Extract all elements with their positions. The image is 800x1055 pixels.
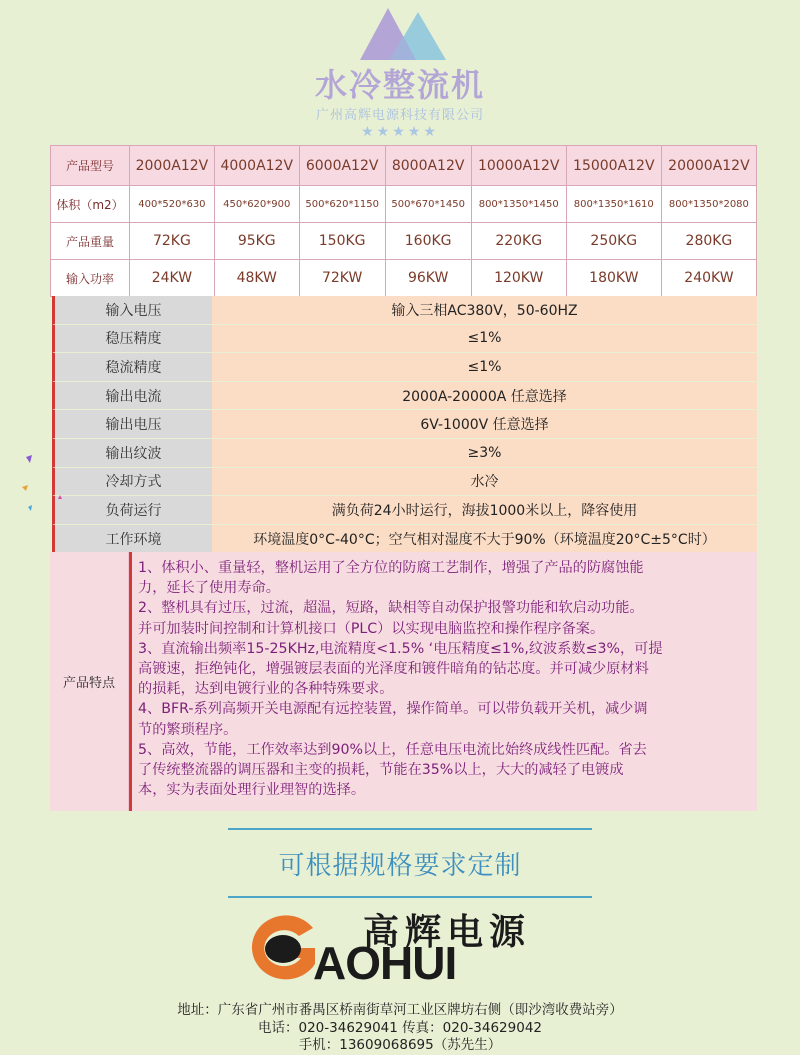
feature-line: 2、整机具有过压，过流，超温，短路，缺相等自动保护报警功能和软启动功能。 [138,600,644,617]
table-header-cell: 4000A12V [214,146,299,186]
feature-line: 节的繁琐程序。 [138,721,238,738]
param-label: 输出纹波 [55,439,212,467]
param-label: 稳流精度 [55,353,212,381]
feature-line: 1、体积小、重量轻，整机运用了全方位的防腐工艺制作，增强了产品的防腐蚀能 [138,560,644,576]
param-value: 2000A-20000A 任意选择 [212,382,757,410]
phone-text: 电话：020-34629041 传真：020-34629042 [258,1020,542,1036]
table-cell: 输入功率 [51,260,130,297]
table-row [51,186,757,223]
table-cell: 150KG [299,223,385,260]
param-label: 稳压精度 [55,325,212,353]
param-row [52,296,757,325]
divider-bottom [228,896,592,898]
param-row [52,382,757,411]
param-value: ≤1% [212,325,757,353]
param-label: 负荷运行 [55,496,212,524]
table-cell: 800*1350*1610 [566,186,661,223]
table-cell: 240KW [661,260,756,297]
param-value: ≥3% [212,439,757,467]
table-cell: 48KW [214,260,299,297]
param-label: 输出电压 [55,410,212,438]
param-row [52,325,757,354]
rating-stars: ★★★★★ [361,124,439,140]
table-cell: 500*670*1450 [385,186,471,223]
spec-table [50,145,757,297]
table-cell: 产品重量 [51,223,130,260]
table-cell: 体积（m2） [51,186,130,223]
param-row [52,468,757,497]
table-cell: 220KG [471,223,566,260]
brand-logo [243,900,583,988]
company-name: 广州高辉电源科技有限公司 [315,108,484,123]
features-body [129,552,757,811]
table-cell: 120KW [471,260,566,297]
param-value: 环境温度0°C-40°C；空气相对湿度不大于90%（环境温度20°C±5°C时） [212,525,757,553]
table-cell: 500*620*1150 [299,186,385,223]
table-row [51,260,757,297]
param-value: 水冷 [212,468,757,496]
param-row [52,496,757,525]
table-header-row [51,146,757,186]
features-section [50,552,757,811]
param-label: 输出电流 [55,382,212,410]
mountain-logo-icon [360,6,446,60]
page-header [0,0,800,145]
feature-line: 高镀速，拒绝钝化，增强镀层表面的光泽度和镀件暗角的钻芯度。并可减少原材料 [138,661,649,678]
table-header-cell: 8000A12V [385,146,471,186]
feature-line: 5、高效，节能，工作效率达到90%以上，任意电压电流比始终成线性匹配。省去 [138,741,647,758]
mobile-text: 手机：13609068695（苏先生） [298,1037,502,1053]
param-row [52,525,757,554]
table-cell: 280KG [661,223,756,260]
divider-top [228,828,592,830]
param-value: 输入三相AC380V，50-60HZ [212,296,757,324]
feature-line: 4、BFR-系列高频开关电源配有远控装置，操作简单。可以带负载开关机，减少调 [138,701,648,718]
feature-line: 的损耗，达到电镀行业的各种特殊要求。 [138,681,394,698]
table-cell: 800*1350*1450 [471,186,566,223]
table-header-cell: 6000A12V [299,146,385,186]
custom-order-text: 可根据规格要求定制 [278,851,522,881]
table-header-cell: 15000A12V [566,146,661,186]
table-cell: 400*520*630 [130,186,215,223]
table-header-cell: 2000A12V [130,146,215,186]
parameter-list [52,296,757,553]
logo-chinese-text: 高辉电源 [363,912,532,953]
table-cell: 160KG [385,223,471,260]
address-text: 地址：广东省广州市番禺区桥南街草河工业区牌坊右侧（即沙湾收费站旁） [177,1002,623,1018]
feature-line: 了传统整流器的调压器和主变的损耗，节能在35%以上，大大的减轻了电镀成 [138,762,624,779]
table-cell: 250KG [566,223,661,260]
param-label: 工作环境 [55,525,212,553]
table-cell: 95KG [214,223,299,260]
table-cell: 450*620*900 [214,186,299,223]
table-cell: 24KW [130,260,215,297]
logo-english-text: AOHUI [313,937,457,989]
param-label: 输入电压 [55,296,212,324]
features-label: 产品特点 [50,552,129,811]
confetti-decoration-icon [22,455,62,515]
feature-line: 3、直流输出频率15-25KHz,电流精度<1.5% ‘电压精度≤1%,纹波系数≤3%，可提 [138,640,663,657]
feature-line: 并可加装时间控制和计算机接口（PLC）以实现电脑监控和操作程序备案。 [138,620,605,637]
table-cell: 180KW [566,260,661,297]
param-row [52,353,757,382]
table-header-cell: 20000A12V [661,146,756,186]
table-header-cell: 10000A12V [471,146,566,186]
param-row [52,439,757,468]
page-title: 水冷整流机 [314,66,485,104]
feature-line: 本，实为表面处理行业理智的选择。 [138,782,366,799]
param-label: 冷却方式 [55,468,212,496]
table-cell: 96KW [385,260,471,297]
feature-line: 力，延长了使用寿命。 [138,580,280,597]
table-cell: 800*1350*2080 [661,186,756,223]
param-value: 满负荷24小时运行，海拔1000米以上，降容使用 [212,496,757,524]
table-row [51,223,757,260]
param-row [52,410,757,439]
table-header-cell: 产品型号 [51,146,130,186]
table-cell: 72KG [130,223,215,260]
g-logo-icon [243,914,323,984]
param-value: ≤1% [212,353,757,381]
param-value: 6V-1000V 任意选择 [212,410,757,438]
table-cell: 72KW [299,260,385,297]
